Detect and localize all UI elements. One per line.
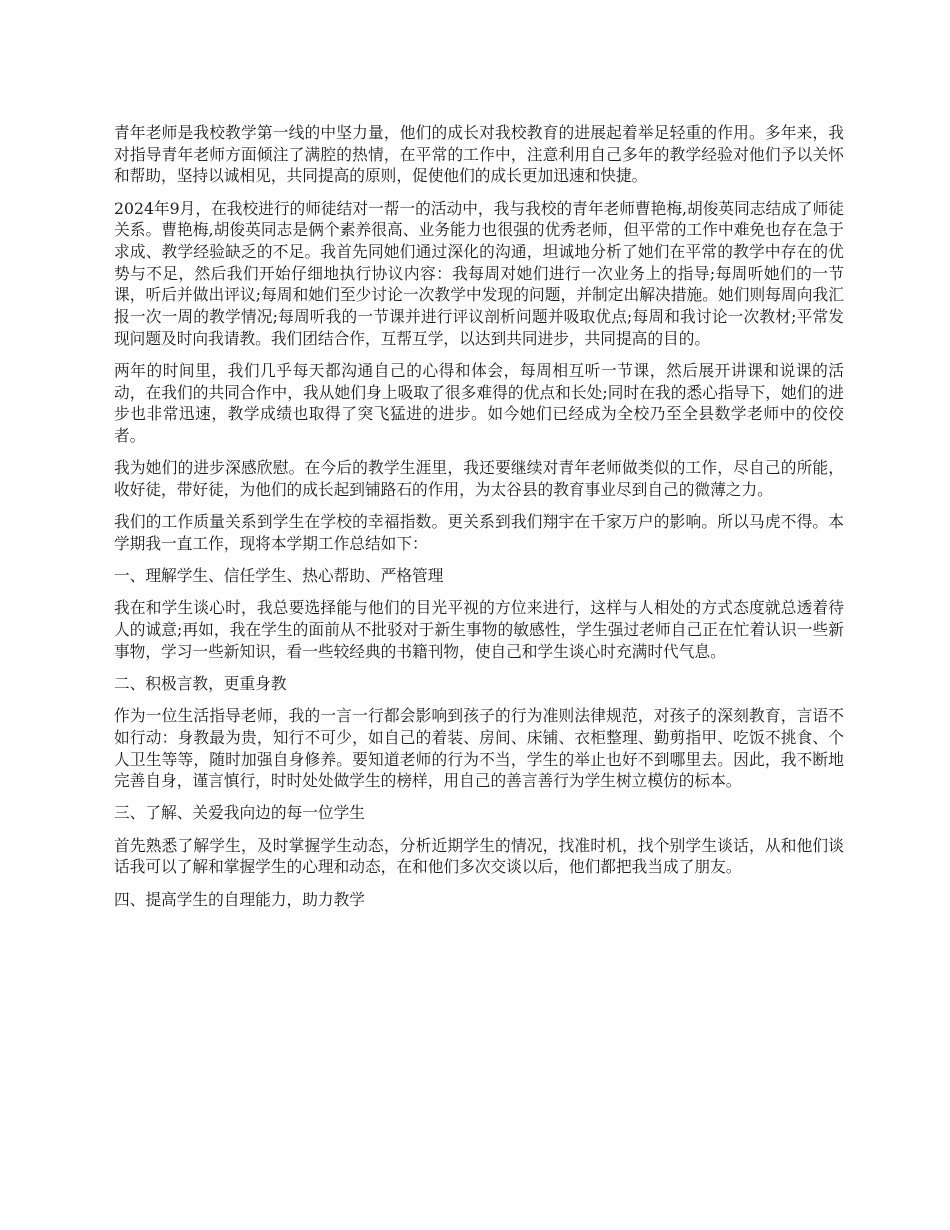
paragraph-mentoring-agreement: 2024年9月，在我校进行的师徒结对一帮一的活动中，我与我校的青年老师曹艳梅,胡俊英同志结成了师徒关系。曹艳梅,胡俊英同志是俩个素养很高、业务能力也很强的优秀老师，但平常的工作中难免也存在急于求成、教学经验缺乏的不足。我首先同她们通过深化的沟通，坦诚地分析了她们在平常的教学中存在的优势与不足，然后我们开始仔细地执行协议内容：我每周对她们进行一次业务上的指导;每周听她们的一节课，听后并做出评议;每周和她们至少讨论一次教学中发现的问题，并制定出解决措施。她们则每周向我汇报一次一周的教学情况;每周听我的一节课并进行评议剖析问题并吸取优点;每周和我讨论一次教材;平常发现问题及时向我请教。我们团结合作，互帮互学，以达到共同进步，共同提高的目的。 [114,198,844,348]
section-heading-2: 二、积极言教，更重身教 [114,673,287,693]
section-heading-4: 四、提高学生的自理能力，助力教学 [114,889,365,909]
document-body [114,122,844,921]
paragraph-section-1: 我在和学生谈心时，我总要选择能与他们的目光平视的方位来进行，这样与人相处的方式态度就总透着待人的诚意;再如，我在学生的面前从不批驳对于新生事物的敏感性，学生强过老师自己正在忙着认识一些新事物，学习一些新知识，看一些较经典的书籍刊物，使自己和学生谈心时充满时代气息。 [114,598,844,661]
paragraph-two-years: 两年的时间里，我们几乎每天都沟通自己的心得和体会，每周相互听一节课，然后展开讲课和说课的活动，在我们的共同合作中，我从她们身上吸取了很多难得的优点和长处;同时在我的悉心指导下，她们的进步也非常迅速，教学成绩也取得了突飞猛进的进步。如今她们已经成为全校乃至全县数学老师中的佼佼者。 [114,361,844,446]
paragraph-section-3: 首先熟悉了解学生，及时掌握学生动态，分析近期学生的情况，找准时机，找个别学生谈话，从和他们谈话我可以了解和掌握学生的心理和动态，在和他们多次交谈以后，他们都把我当成了朋友。 [114,835,844,877]
paragraph-section-2: 作为一位生活指导老师，我的一言一行都会影响到孩子的行为准则法律规范，对孩子的深刻教育，言语不如行动：身教最为贵，知行不可少，如自己的着装、房间、床铺、衣柜整理、勤剪指甲、吃饭不挑食、个人卫生等等，随时加强自身修养。要知道老师的行为不当，学生的举止也好不到哪里去。因此，我不断地完善自身，谨言慎行，时时处处做学生的榜样，用自己的善言善行为学生树立模仿的标本。 [114,706,844,791]
paragraph-work-quality: 我们的工作质量关系到学生在学校的幸福指数。更关系到我们翔宇在千家万户的影响。所以马虎不得。本学期我一直工作，现将本学期工作总结如下： [114,512,844,553]
paragraph-gratification: 我为她们的进步深感欣慰。在今后的教学生涯里，我还要继续对青年老师做类似的工作，尽自己的所能，收好徒，带好徒，为他们的成长起到铺路石的作用，为太谷县的教育事业尽到自己的微薄之力。 [114,458,844,500]
section-heading-3: 三、了解、关爱我向边的每一位学生 [114,803,365,823]
section-heading-1: 一、理解学生、信任学生、热心帮助、严格管理 [114,566,444,586]
paragraph-intro: 青年老师是我校教学第一线的中坚力量，他们的成长对我校教育的进展起着举足轻重的作用。多年来，我对指导青年老师方面倾注了满腔的热情，在平常的工作中，注意利用自己多年的教学经验对他们予以关怀和帮助，坚持以诚相见，共同提高的原则，促使他们的成长更加迅速和快捷。 [114,123,844,186]
